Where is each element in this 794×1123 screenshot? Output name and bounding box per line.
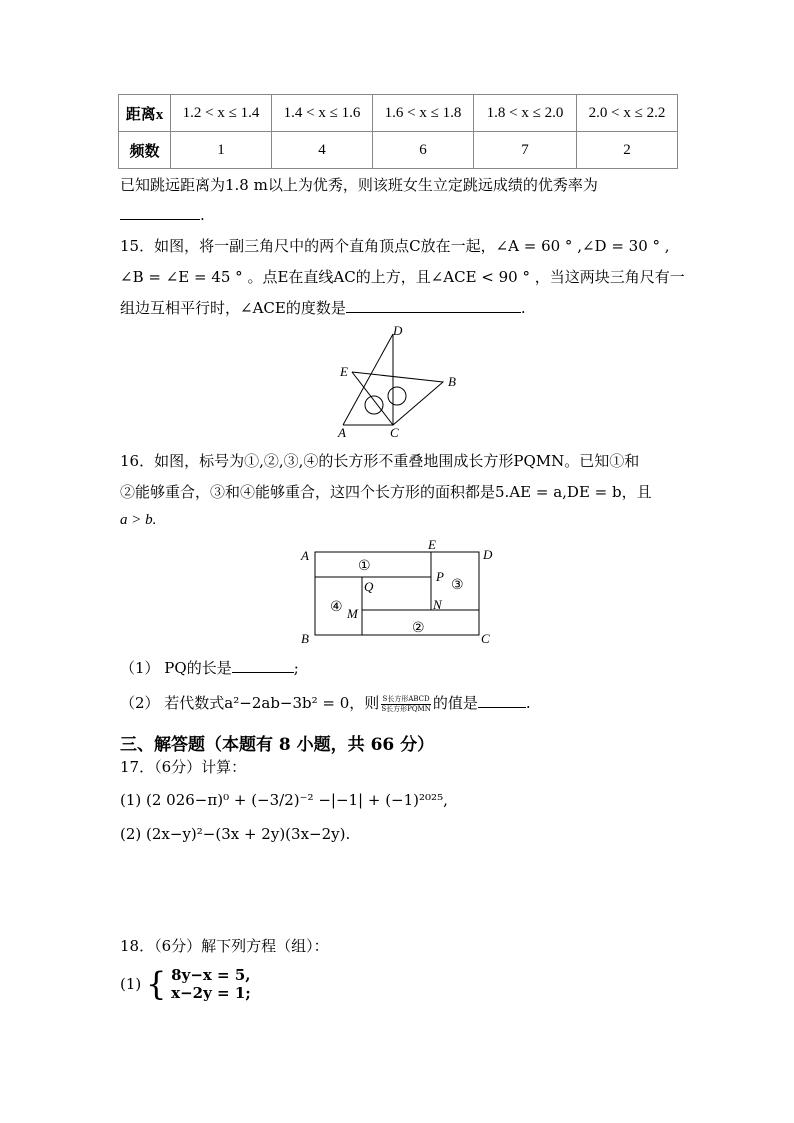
- answer-blank[interactable]: [478, 693, 526, 708]
- table-cell: 2.0 < x ≤ 2.2: [577, 95, 678, 132]
- answer-blank[interactable]: [120, 205, 200, 220]
- label-E: E: [428, 537, 436, 552]
- label-M: M: [347, 606, 358, 621]
- area-ratio-fraction: S长方形ABCD S长方形PQMN: [381, 694, 431, 713]
- table-cell: 1.6 < x ≤ 1.8: [373, 95, 474, 132]
- rectangle-figure: [298, 536, 502, 648]
- q17-part2: (2) (2x−y)²−(3x + 2y)(3x−2y).: [120, 825, 351, 843]
- table-row: [119, 95, 678, 132]
- q16-line1: 16．如图，标号为①,②,③,④的长方形不重叠地围成长方形PQMN。已知①和: [120, 452, 640, 470]
- table-cell: 4: [272, 132, 373, 169]
- rect-label-1: ①: [358, 558, 371, 574]
- q15-line3: 组边互相平行时，∠ACE的度数是 .: [120, 299, 526, 317]
- q14-answer-line: .: [120, 205, 205, 224]
- table-cell: 1.2 < x ≤ 1.4: [171, 95, 272, 132]
- answer-blank[interactable]: [346, 298, 521, 313]
- table-cell: 7: [474, 132, 577, 169]
- label-B: B: [448, 374, 456, 389]
- equation-system: 8y−x = 5, x−2y = 1;: [171, 966, 251, 1002]
- q16-line3: a > b.: [120, 512, 157, 528]
- label-P: P: [436, 569, 444, 584]
- answer-blank[interactable]: [232, 658, 294, 673]
- rect-label-2: ②: [412, 620, 425, 636]
- label-A: A: [301, 548, 309, 563]
- rect-label-4: ④: [330, 599, 343, 615]
- table-header-frequency: 频数: [119, 132, 171, 169]
- q18-part1: (1) { 8y−x = 5, x−2y = 1;: [120, 965, 251, 1003]
- brace-icon: {: [146, 965, 167, 1003]
- label-C: C: [481, 631, 490, 646]
- frequency-table: [118, 94, 678, 169]
- table-cell: 1: [171, 132, 272, 169]
- table-header-distance: 距离x: [119, 95, 171, 132]
- table-row: [119, 132, 678, 169]
- q17-title: 17．（6分）计算：: [120, 758, 247, 776]
- table-cell: 6: [373, 132, 474, 169]
- label-A: A: [338, 425, 346, 440]
- label-C: C: [390, 425, 399, 440]
- table-cell: 1.4 < x ≤ 1.6: [272, 95, 373, 132]
- label-D: D: [483, 547, 493, 562]
- section-title: 三、解答题（本题有 8 小题，共 66 分）: [120, 735, 435, 755]
- q14-text: 已知跳远距离为1.8 m以上为优秀，则该班女生立定跳远成绩的优秀率为: [120, 176, 598, 194]
- q16-line2: ②能够重合，③和④能够重合，这四个长方形的面积都是5.AE = a,DE = b，且: [120, 483, 652, 501]
- q16-sub2: （2） 若代数式a²−2ab−3b² = 0，则 S长方形ABCD S长方形PQMN 的值是 .: [120, 694, 531, 713]
- q15-line2: ∠B = ∠E = 45 ° 。点E在直线AC的上方，且∠ACE < 90 ° ，当这两块三角尺有一: [120, 268, 685, 286]
- label-D: D: [393, 323, 403, 338]
- table-cell: 2: [577, 132, 678, 169]
- q17-part1: (1) (2 026−π)⁰ + (−3/2)⁻² −|−1| + (−1)²⁰²⁵,: [120, 791, 448, 809]
- label-N: N: [433, 597, 442, 612]
- q16-sub1: （1） PQ的长是 ;: [120, 659, 299, 677]
- triangle-figure: [330, 322, 480, 440]
- label-B: B: [301, 631, 309, 646]
- label-Q: Q: [364, 579, 374, 594]
- q15-line1: 15．如图，将一副三角尺中的两个直角顶点C放在一起，∠A = 60 ° ,∠D = 30 ° ,: [120, 237, 670, 255]
- label-E: E: [340, 364, 348, 379]
- table-cell: 1.8 < x ≤ 2.0: [474, 95, 577, 132]
- q18-title: 18．（6分）解下列方程（组）：: [120, 937, 329, 955]
- rect-label-3: ③: [451, 577, 464, 593]
